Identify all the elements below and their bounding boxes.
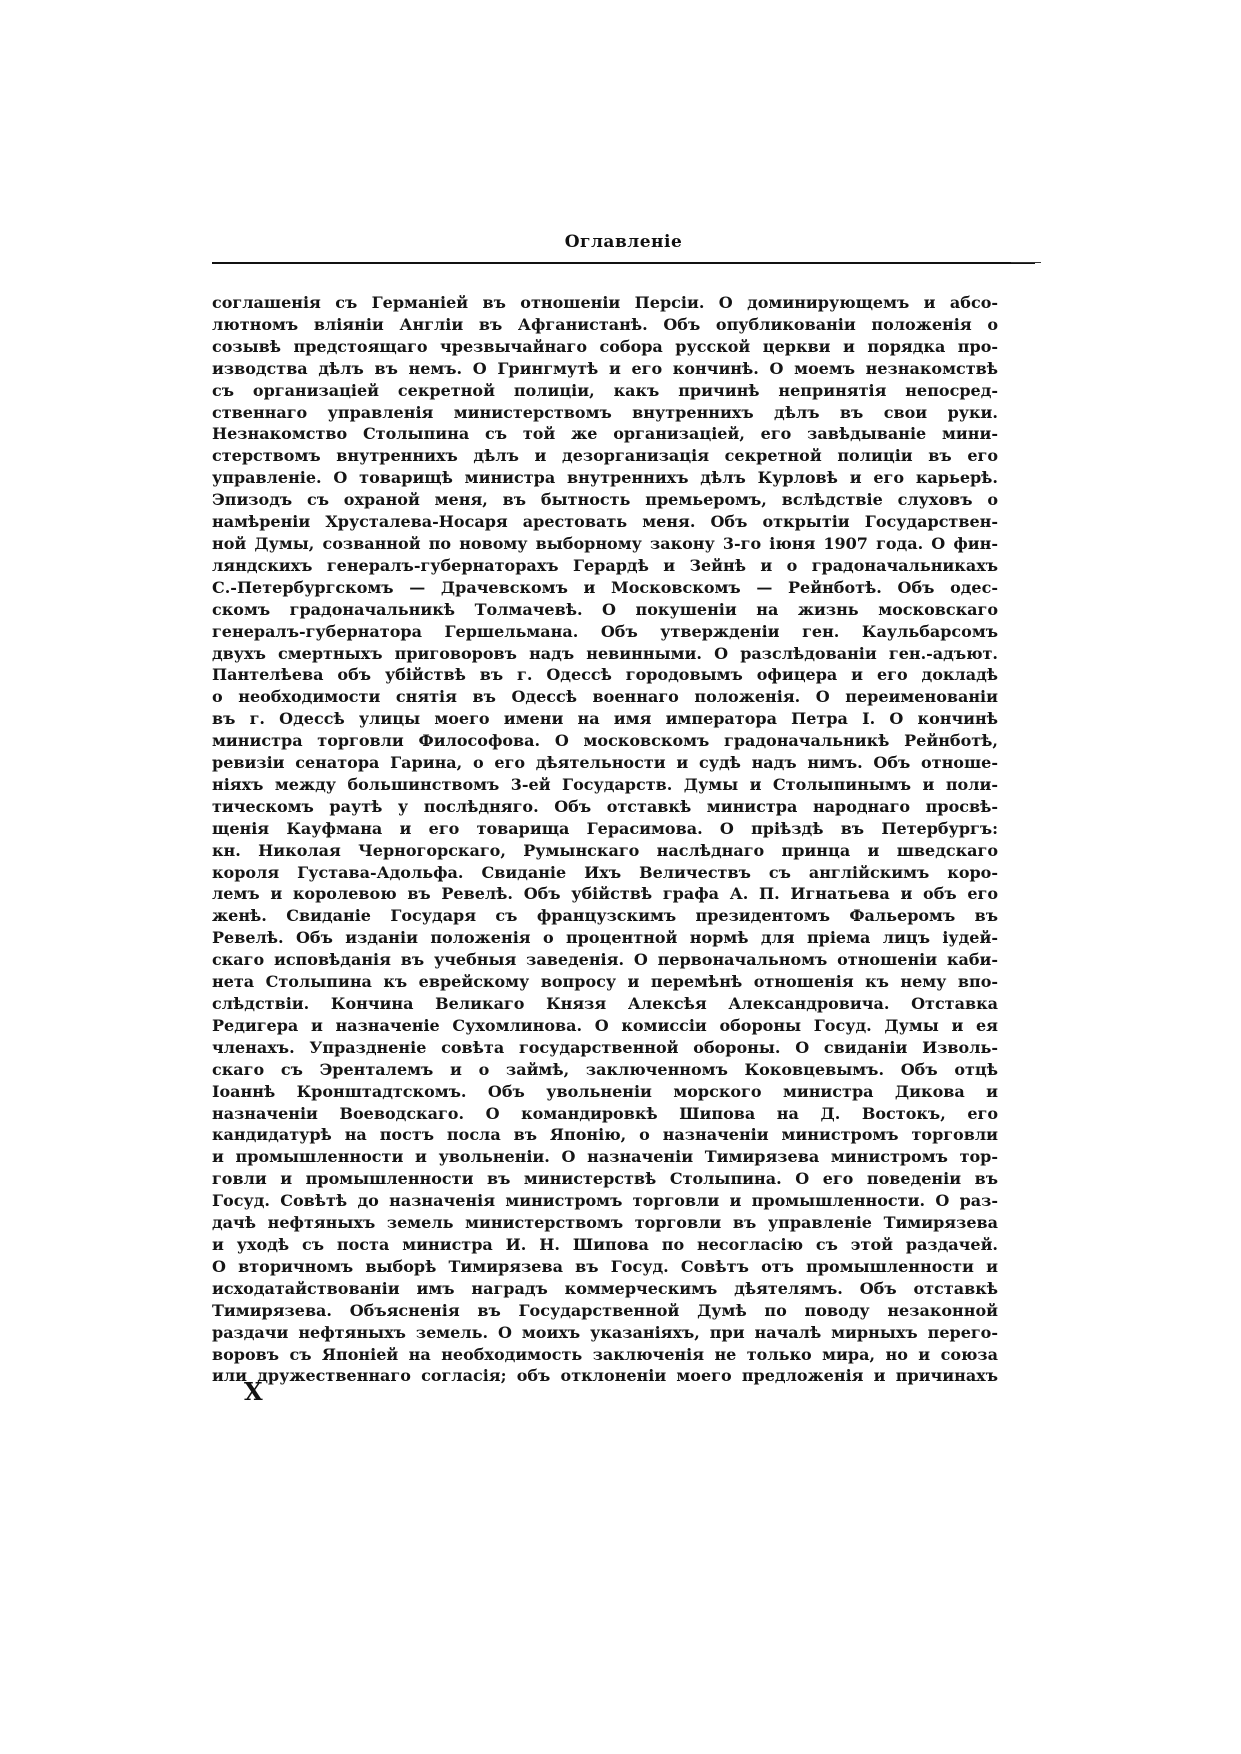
text-line: слѣдствіи. Кончина Великаго Князя Алексѣя Александровича. Отставка — [212, 994, 998, 1013]
text-line: о необходимости снятія въ Одессѣ военнаго положенія. О переименованіи — [212, 687, 998, 707]
page-number: X — [244, 1377, 263, 1406]
text-line: стерствомъ внутреннихъ дѣлъ и дезорганизація секретной полиціи въ его — [212, 446, 998, 466]
text-line: управленіе. О товарищѣ министра внутреннихъ дѣлъ Курловѣ и его карьерѣ. — [212, 468, 998, 488]
text-line: скомъ градоначальникѣ Толмачевѣ. О покушеніи на жизнь московскаго — [212, 599, 998, 619]
text-line: Эпизодъ съ охраной меня, въ бытность премьеромъ, вслѣдствіе слуховъ о — [212, 490, 998, 510]
text-line: дачѣ нефтяныхъ земель министерствомъ торговли въ управленіе Тимирязева — [212, 1213, 998, 1233]
text-line: ревизіи сенатора Гарина, о его дѣятельности и судѣ надъ нимъ. Объ отноше- — [212, 753, 998, 773]
text-line: женѣ. Свиданіе Государя съ французскимъ президентомъ Фальеромъ въ — [212, 906, 998, 926]
text-line: двухъ смертныхъ приговоровъ надъ невинными. О разслѣдованіи ген.-адъют. — [212, 643, 998, 663]
text-line: ляндскихъ генералъ-губернаторахъ Герардѣ и Зейнѣ и о градоначальникахъ — [212, 555, 998, 575]
text-line: въ г. Одессѣ улицы моего имени на имя императора Петра I. О кончинѣ — [212, 709, 998, 729]
text-line: созывѣ предстоящаго чрезвычайнаго собора русской церкви и порядка про- — [212, 336, 998, 356]
text-line: соглашенія съ Германіей въ отношеніи Персіи. О доминирующемъ и абсо- — [212, 293, 998, 312]
text-line: С.-Петербургскомъ — Драчевскомъ и Московскомъ — Рейнботѣ. Объ одес- — [212, 577, 998, 597]
text-line: намѣреніи Хрусталева-Носаря арестовать меня. Объ открытіи Государствен- — [212, 512, 998, 532]
text-line: ственнаго управленія министерствомъ внутреннихъ дѣлъ въ свои руки. — [212, 402, 998, 422]
running-head: Оглавленіе — [564, 232, 683, 252]
body-text — [212, 292, 998, 1387]
text-line: и уходѣ съ поста министра И. Н. Шипова по несогласію съ этой раздачей. — [212, 1234, 998, 1254]
text-line: воровъ съ Японіей на необходимость заключенія не только мира, но и союза — [212, 1344, 998, 1364]
text-line: генералъ-губернатора Гершельмана. Объ утвержденіи ген. Каульбарсомъ — [212, 621, 998, 641]
text-line: и промышленности и увольненіи. О назначеніи Тимирязева министромъ тор- — [212, 1147, 998, 1167]
text-line: раздачи нефтяныхъ земель. О моихъ указаніяхъ, при началѣ мирныхъ перего- — [212, 1322, 998, 1342]
text-line: ніяхъ между большинствомъ 3-ей Государств. Думы и Столыпинымъ и поли- — [212, 774, 998, 794]
text-line: Іоаннѣ Кронштадтскомъ. Объ увольненіи морского министра Дикова и — [212, 1081, 998, 1101]
text-line: кн. Николая Черногорскаго, Румынскаго наслѣднаго принца и шведскаго — [212, 840, 998, 860]
text-line: скаго съ Эренталемъ и о займѣ, заключенномъ Коковцевымъ. Объ отцѣ — [212, 1059, 998, 1079]
text-line: ной Думы, созванной по новому выборному закону 3-го іюня 1907 года. О фин- — [212, 533, 998, 553]
text-line: Пантелѣева объ убійствѣ въ г. Одессѣ городовымъ офицера и его докладѣ — [212, 665, 998, 685]
text-line: Госуд. Совѣтѣ до назначенія министромъ торговли и промышленности. О раз- — [212, 1191, 998, 1211]
text-line: съ организаціей секретной полиціи, какъ причинѣ непринятія непосред- — [212, 380, 998, 400]
text-line: короля Густава-Адольфа. Свиданіе Ихъ Величествъ съ англійскимъ коро- — [212, 862, 998, 882]
text-line: назначеніи Воеводскаго. О командировкѣ Шипова на Д. Востокъ, его — [212, 1103, 998, 1123]
text-line: говли и промышленности въ министерствѣ Столыпина. О его поведеніи въ — [212, 1169, 998, 1189]
text-line: скаго исповѣданія въ учебныя заведенія. О первоначальномъ отношеніи каби- — [212, 950, 998, 970]
text-line: или дружественнаго согласія; объ отклоненіи моего предложенія и причинахъ — [212, 1366, 998, 1386]
text-line: Редигера и назначеніе Сухомлинова. О комиссіи обороны Госуд. Думы и ея — [212, 1015, 998, 1035]
text-line: изводства дѣлъ въ немъ. О Грингмутѣ и его кончинѣ. О моемъ незнакомствѣ — [212, 358, 998, 378]
text-line: членахъ. Упраздненіе совѣта государственной обороны. О свиданіи Изволь- — [212, 1037, 998, 1057]
text-line: Тимирязева. Объясненія въ Государственной Думѣ по поводу незаконной — [212, 1300, 998, 1320]
text-line: министра торговли Философова. О московскомъ градоначальникѣ Рейнботѣ, — [212, 731, 998, 751]
text-line: О вторичномъ выборѣ Тимирязева въ Госуд. Совѣтъ отъ промышленности и — [212, 1256, 998, 1276]
header-rule — [212, 262, 1035, 264]
text-line: нета Столыпина къ еврейскому вопросу и перемѣнѣ отношенія къ нему впо- — [212, 972, 998, 992]
text-line: кандидатурѣ на постъ посла въ Японію, о назначеніи министромъ торговли — [212, 1125, 998, 1145]
text-line: Незнакомство Столыпина съ той же организаціей, его завѣдываніе мини- — [212, 424, 998, 444]
text-line: лемъ и королевою въ Ревелѣ. Объ убійствѣ графа А. П. Игнатьева и объ его — [212, 884, 998, 904]
text-line: исходатайствованіи имъ наградъ коммерческимъ дѣятелямъ. Объ отставкѣ — [212, 1278, 998, 1298]
text-line: лютномъ вліяніи Англіи въ Афганистанѣ. Объ опубликованіи положенія о — [212, 314, 998, 334]
text-line: щенія Кауфмана и его товарища Герасимова. О пріѣздѣ въ Петербургъ: — [212, 818, 998, 838]
text-line: тическомъ раутѣ у послѣдняго. Объ отставкѣ министра народнаго просвѣ- — [212, 796, 998, 816]
text-line: Ревелѣ. Объ изданіи положенія о процентной нормѣ для пріема лицъ іудей- — [212, 928, 998, 948]
